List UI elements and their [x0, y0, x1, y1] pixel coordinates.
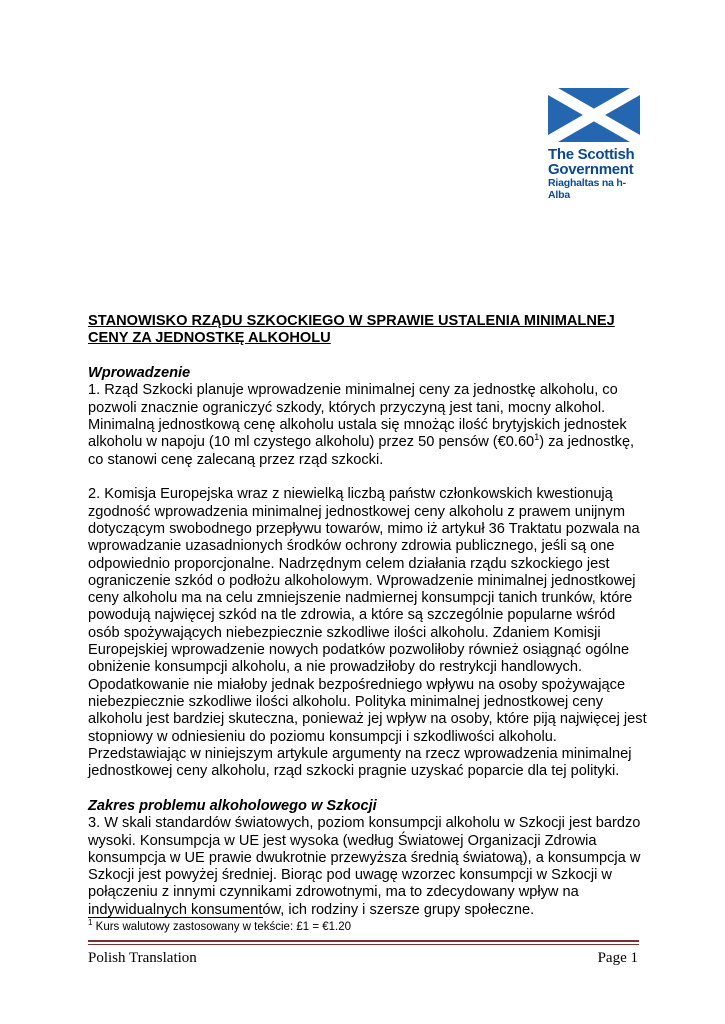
section-heading-scope: Zakres problemu alkoholowego w Szkocji — [88, 797, 377, 814]
logo-line-1: The Scottish — [548, 146, 635, 163]
paragraph-3: 3. W skali standardów światowych, poziom konsumpcji alkoholu w Szkocji jest bardzo wysoki. Konsumpcja w UE jest wysoka (według Światowej Organizacji Zdrowia konsumpcja w UE prawie dwukrotnie przewyższa średnią światową), a konsumpcja w Szkocji jest powyżej średniej. Biorąc pod uwagę wzorzec konsumpcji w Szkocji w połączeniu z innymi czynnikami zdrowotnymi, ma to zdecydowany wpływ na indywidualnych konsumentów, ich rodziny i szersze grupy społeczne. — [88, 815, 641, 918]
footnote-reference: 1 — [534, 432, 540, 443]
footer-page-number: Page 1 — [597, 950, 638, 966]
logo-line-3: Riaghaltas na h-Alba — [548, 177, 626, 201]
logo-line-2: Government — [548, 161, 634, 178]
paragraph-2: 2. Komisja Europejska wraz z niewielką liczbą państw członkowskich kwestionują zgodność wprowadzenia minimalnej jednostkowej ceny alkoholu z prawem unijnym dotyczącym swobodnego przepływu towarów, mimo iż artykuł 36 Traktatu pozwala na wprowadzanie uzasadnionych środków ochrony zdrowia publicznego, jeśli są one odpowiednio proporcjonalne. Nadrzędnym celem działania rządu szkockiego jest ograniczenie szkód o podłożu alkoholowym. Wprowadzenie minimalnej jednostkowej ceny alkoholu ma na celu zmniejszenie nadmiernej konsumpcji tanich trunków, które powodują najwięcej szkód na tle zdrowia, a które są szczególnie popularne wśród osób spożywających niebezpiecznie szkodliwe ilości alkoholu. Zdaniem Komisji Europejskiej wprowadzenie nowych podatków pozwoliłoby również osiągnąć ogólne obniżenie konsumpcji alkoholu, a nie prowadziłoby do restrykcji handlowych. Opodatkowanie nie miałoby jednak bezpośredniego wpływu na osoby spożywające niebezpiecznie szkodliwe ilości alkoholu. Polityka minimalnej jednostkowej ceny alkoholu jest bardziej skuteczna, ponieważ jej wpływ na osoby, które piją najwięcej jest stopniowy w odniesieniu do poziomu konsumpcji i szkodliwości alkoholu. Przedstawiając w niniejszym artykule argumenty na rzecz wprowadzenia minimalnej jednostkowej ceny alkoholu, rząd szkocki pragnie uzyskać poparcie dla tej polityki. — [88, 486, 647, 780]
footer-translation-label: Polish Translation — [88, 950, 197, 966]
footer-divider-thin — [88, 944, 639, 945]
footer-divider-thick — [88, 940, 639, 942]
scottish-government-logo — [548, 88, 644, 201]
paragraph-1-text: 1. Rząd Szkocki planuje wprowadzenie minimalnej ceny za jednostkę alkoholu, co pozwoli znacznie ograniczyć szkody, których przyczyną jest tani, mocny alkohol. Minimalną jednostkową cenę alkoholu ustala się mnożąc ilość brytyjskich jednostek alkoholu w napoju (10 ml czystego alkoholu) przez 50 pensów (€0.60 — [88, 382, 627, 451]
document-title: STANOWISKO RZĄDU SZKOCKIEGO W SPRAWIE USTALENIA MINIMALNEJ CENY ZA JEDNOSTKĘ ALKOHOLU — [88, 313, 615, 347]
footnote — [88, 918, 352, 933]
section-heading-introduction: Wprowadzenie — [88, 365, 191, 382]
footnote-marker: 1 — [88, 918, 93, 928]
paragraph-1 — [88, 382, 648, 468]
footnote-text: Kurs walutowy zastosowany w tekście: £1 = €1.20 — [92, 921, 352, 933]
paragraph-1-text-end: ) za jednostkę, co stanowi cenę zalecaną przez rząd szkocki. — [88, 434, 635, 468]
saltire-flag-icon — [548, 88, 640, 142]
footnote-divider — [88, 917, 263, 918]
document-body — [88, 313, 648, 919]
